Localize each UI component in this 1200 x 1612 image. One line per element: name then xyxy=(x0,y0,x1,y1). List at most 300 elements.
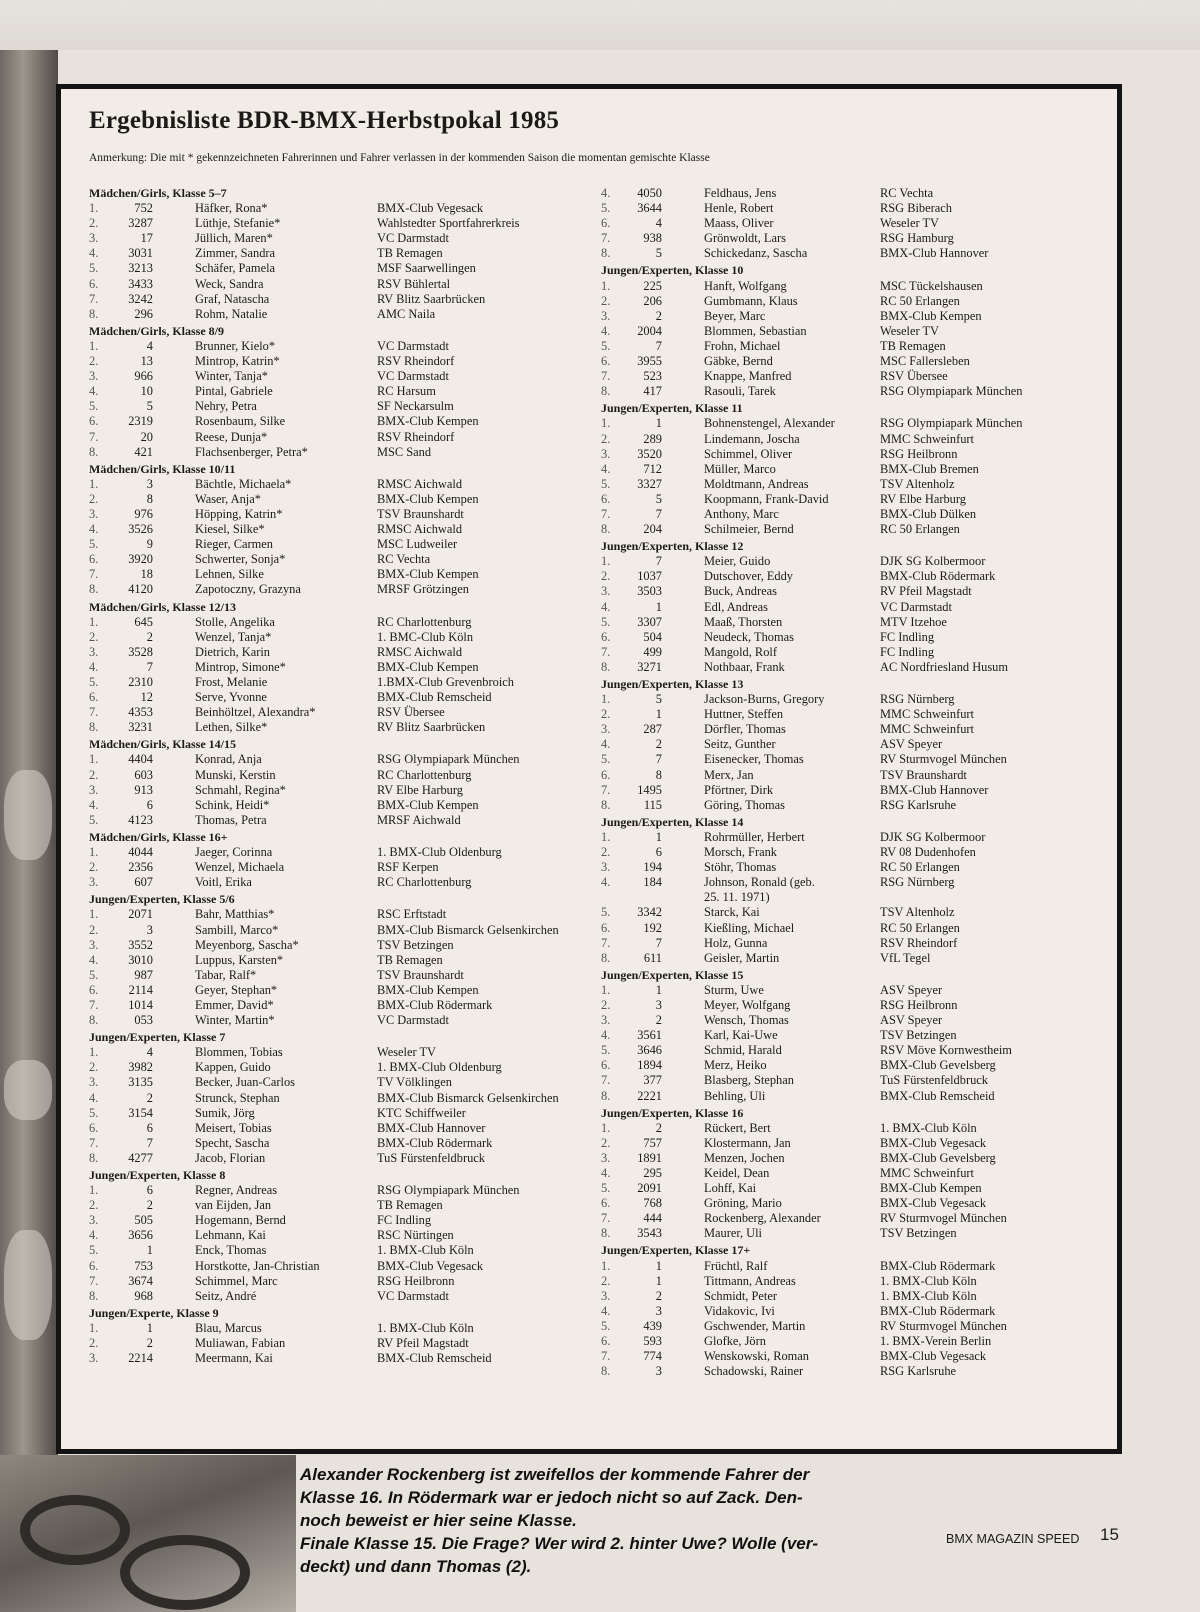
rank: 1. xyxy=(89,907,99,922)
rider-name: Lohff, Kai xyxy=(704,1181,757,1196)
result-row xyxy=(601,1181,1111,1196)
rank: 5. xyxy=(601,1043,611,1058)
rider-name: Gröning, Mario xyxy=(704,1196,782,1211)
rank: 6. xyxy=(89,1120,99,1135)
club-name: MSC Sand xyxy=(377,444,432,459)
start-number: 6 xyxy=(146,1183,153,1198)
rank: 2. xyxy=(89,767,99,782)
result-row xyxy=(601,905,1111,920)
result-row xyxy=(89,261,609,276)
result-row xyxy=(601,447,1111,462)
result-row xyxy=(601,1349,1111,1364)
start-number: 6 xyxy=(655,845,662,860)
start-number: 7 xyxy=(655,554,662,569)
rider-name: Flachsenberger, Petra* xyxy=(195,444,308,459)
rider-name: Weck, Sandra xyxy=(195,276,264,291)
rider-name: Reese, Dunja* xyxy=(195,429,268,444)
result-row xyxy=(89,1013,609,1028)
club-name: ASV Speyer xyxy=(880,982,943,997)
club-name: BMX-Club Vegesack xyxy=(880,1196,987,1211)
rank: 8. xyxy=(601,797,611,812)
rank: 2. xyxy=(601,431,611,446)
rank: 4. xyxy=(601,875,611,890)
rider-name: Geyer, Stephan* xyxy=(195,982,278,997)
rank: 1. xyxy=(601,829,611,844)
rider-name: Munski, Kerstin xyxy=(195,767,276,782)
result-row xyxy=(89,414,609,429)
club-name: BMX-Club Rödermark xyxy=(880,569,996,584)
rider-name: Seitz, André xyxy=(195,1288,257,1303)
start-number: 1 xyxy=(146,1243,153,1258)
rider-name: Rockenberg, Alexander xyxy=(704,1211,821,1226)
rank: 5. xyxy=(89,1243,99,1258)
result-row xyxy=(89,968,609,983)
result-row xyxy=(601,569,1111,584)
result-row xyxy=(601,830,1111,845)
rank: 8. xyxy=(601,950,611,965)
result-row xyxy=(601,890,1111,905)
club-name: RMSC Aichwald xyxy=(377,476,463,491)
rank: 4. xyxy=(89,659,99,674)
start-number: 4120 xyxy=(128,582,153,597)
result-row xyxy=(601,246,1111,261)
result-row xyxy=(89,1106,609,1121)
club-name: RSG Karlsruhe xyxy=(880,1364,957,1379)
start-number: 3920 xyxy=(128,552,153,567)
rank: 6. xyxy=(601,1334,611,1349)
rider-name: Schilmeier, Bernd xyxy=(704,522,794,537)
start-number: 1037 xyxy=(637,569,662,584)
result-row xyxy=(601,1136,1111,1151)
result-row xyxy=(601,554,1111,569)
rider-name: Jackson-Burns, Gregory xyxy=(704,692,825,707)
start-number: 2091 xyxy=(637,1181,662,1196)
club-name: 1. BMX-Club Oldenburg xyxy=(377,845,502,860)
start-number: 2 xyxy=(655,1013,662,1028)
start-number: 3231 xyxy=(128,720,153,735)
club-name: Weseler TV xyxy=(880,323,939,338)
start-number: 20 xyxy=(140,429,153,444)
rider-name: Bahr, Matthias* xyxy=(195,907,275,922)
rider-name: Geisler, Martin xyxy=(704,950,780,965)
start-number: 194 xyxy=(643,860,662,875)
start-number: 1495 xyxy=(637,782,662,797)
result-row xyxy=(89,950,611,968)
club-name: BMX-Club Rödermark xyxy=(377,997,493,1012)
club-name: RV Elbe Harburg xyxy=(880,491,966,506)
club-name: BMX-Club Hannover xyxy=(880,246,989,261)
start-number: 2 xyxy=(146,629,153,644)
rider-name: Sturm, Uwe xyxy=(704,982,764,997)
club-name: BMX-Club Kempen xyxy=(377,491,479,506)
start-number: 3503 xyxy=(637,584,662,599)
start-number: 3213 xyxy=(128,261,153,276)
result-row xyxy=(601,1226,1111,1241)
start-number: 5 xyxy=(655,246,662,261)
rider-name: Beinhöltzel, Alexandra* xyxy=(195,705,316,720)
start-number: 1 xyxy=(146,1320,153,1335)
rank: 5. xyxy=(89,812,99,827)
start-number: 1 xyxy=(655,707,662,722)
club-name: RV Elbe Harburg xyxy=(377,782,463,797)
class-heading: Mädchen/Girls, Klasse 5–7 xyxy=(89,186,227,200)
club-name: RSG Nürnberg xyxy=(880,692,955,707)
rank: 5. xyxy=(601,1181,611,1196)
start-number: 499 xyxy=(643,644,662,659)
start-number: 6 xyxy=(146,797,153,812)
rider-name: Maaß, Thorsten xyxy=(704,614,783,629)
start-number: 287 xyxy=(643,722,662,737)
start-number: 966 xyxy=(134,369,153,384)
result-row xyxy=(601,1274,1111,1289)
rank: 4. xyxy=(601,186,611,200)
club-name: BMX-Club Kempen xyxy=(880,1181,982,1196)
rank: 2. xyxy=(89,1336,99,1351)
class-heading: Mädchen/Girls, Klasse 16+ xyxy=(89,829,228,844)
class-heading: Jungen/Experten, Klasse 14 xyxy=(601,814,744,829)
rank: 8. xyxy=(601,659,611,674)
rank: 3. xyxy=(89,875,99,890)
rank: 8. xyxy=(89,1150,99,1165)
start-number: 3 xyxy=(655,1364,662,1379)
rider-name: Meyenborg, Sascha* xyxy=(195,937,299,952)
class-heading: Jungen/Experten, Klasse 7 xyxy=(89,1030,226,1045)
start-number: 2071 xyxy=(128,907,153,922)
rider-name: Schmidt, Peter xyxy=(704,1288,777,1303)
rider-name: Zimmer, Sandra xyxy=(195,246,276,261)
rank: 3. xyxy=(601,1288,611,1303)
club-name: BMX-Club Vegesack xyxy=(880,1135,987,1150)
page-top-margin xyxy=(0,0,1200,50)
result-row xyxy=(601,1211,1111,1226)
result-row xyxy=(601,384,1111,399)
class-heading: Jungen/Experte, Klasse 9 xyxy=(89,1305,219,1320)
club-name: RC 50 Erlangen xyxy=(880,522,960,537)
start-number: 1 xyxy=(655,416,662,431)
rank: 8. xyxy=(89,582,99,597)
start-number: 439 xyxy=(643,1318,662,1333)
rider-name: Schmahl, Regina* xyxy=(195,782,286,797)
class-heading: Jungen/Experten, Klasse 17+ xyxy=(601,1243,751,1258)
rider-name: Rohm, Natalie xyxy=(195,306,268,321)
result-row xyxy=(89,1151,609,1166)
start-number: 9 xyxy=(146,537,153,552)
rider-name: Blasberg, Stephan xyxy=(704,1073,794,1088)
start-number: 2 xyxy=(655,308,662,323)
rank: 2. xyxy=(601,845,611,860)
class-heading: Jungen/Experten, Klasse 15 xyxy=(601,967,744,982)
start-number: 3 xyxy=(146,922,153,937)
rider-name: Schäfer, Pamela xyxy=(195,261,276,276)
club-name: RV Sturmvogel München xyxy=(880,752,1007,767)
start-number: 10 xyxy=(140,384,153,399)
rank: 1. xyxy=(601,416,611,431)
result-row xyxy=(601,936,1111,951)
club-name: RV 08 Dudenhofen xyxy=(880,845,976,860)
result-row xyxy=(89,615,609,630)
result-row xyxy=(89,813,609,828)
club-name: FC Indling xyxy=(377,1213,432,1228)
club-name: TuS Fürstenfeldbruck xyxy=(880,1073,988,1088)
club-name: BMX-Club Kempen xyxy=(377,659,479,674)
rank: 6. xyxy=(89,690,99,705)
club-name: BMX-Club Rödermark xyxy=(880,1303,996,1318)
club-name: AC Nordfriesland Husum xyxy=(880,659,1009,674)
start-number: 768 xyxy=(643,1196,662,1211)
photo-caption xyxy=(300,1463,920,1578)
rank: 5. xyxy=(601,614,611,629)
start-number: 2 xyxy=(655,737,662,752)
rank: 8. xyxy=(601,1364,611,1379)
rank: 1. xyxy=(89,201,99,216)
rider-name: Lehnen, Silke xyxy=(195,567,264,582)
start-number: 5 xyxy=(146,399,153,414)
club-name: BMX-Club Vegesack xyxy=(377,201,484,216)
club-name: RSV Rheindorf xyxy=(377,354,455,369)
rank: 3. xyxy=(89,369,99,384)
rank: 1. xyxy=(601,692,611,707)
club-name: MSC Ludweiler xyxy=(377,537,458,552)
rider-name: Schickedanz, Sascha xyxy=(704,246,808,261)
rider-name: Gäbke, Bernd xyxy=(704,354,773,369)
rank: 3. xyxy=(89,506,99,521)
rider-name: Glofke, Jörn xyxy=(704,1334,766,1349)
club-name: MSF Saarwellingen xyxy=(377,261,476,276)
result-row xyxy=(601,1364,1111,1379)
club-name: BMX-Club Remscheid xyxy=(880,1088,995,1103)
start-number: 753 xyxy=(134,1258,153,1273)
result-row xyxy=(601,1166,1111,1181)
rank: 2. xyxy=(89,1060,99,1075)
start-number: 1891 xyxy=(637,1150,662,1165)
start-number: 3543 xyxy=(637,1226,662,1241)
class-heading: Jungen/Experten, Klasse 12 xyxy=(601,539,744,554)
rider-name: Edl, Andreas xyxy=(704,599,769,614)
result-row xyxy=(89,705,609,720)
rider-name: Lehmann, Kai xyxy=(195,1228,266,1243)
rider-name: Rosenbaum, Silke xyxy=(195,414,286,429)
result-row xyxy=(89,1243,609,1258)
rider-name: Winter, Tanja* xyxy=(195,369,268,384)
club-name: TuS Fürstenfeldbruck xyxy=(377,1150,485,1165)
start-number: 417 xyxy=(643,384,662,399)
rider-name: Winter, Martin* xyxy=(195,1013,275,1028)
result-row xyxy=(89,537,609,552)
club-name: TSV Betzingen xyxy=(880,1226,957,1241)
result-row xyxy=(601,492,1111,507)
result-row xyxy=(601,1151,1111,1166)
result-row xyxy=(601,1028,1111,1043)
rank: 2. xyxy=(89,491,99,506)
club-name: Weseler TV xyxy=(377,1045,436,1060)
start-number: 4 xyxy=(146,338,153,353)
rank: 8. xyxy=(601,522,611,537)
rider-name: Schmid, Harald xyxy=(704,1043,782,1058)
start-number: 3 xyxy=(655,1303,662,1318)
club-name: VC Darmstadt xyxy=(377,338,449,353)
start-number: 712 xyxy=(643,461,662,476)
club-name: BMX-Club Rödermark xyxy=(377,1135,493,1150)
result-row xyxy=(601,983,1111,998)
rider-name: Zapotoczny, Grazyna xyxy=(195,582,301,597)
rider-name: Strunck, Stephan xyxy=(195,1090,280,1105)
result-row xyxy=(89,492,609,507)
club-name: RSV Möve Kornwestheim xyxy=(880,1043,1012,1058)
club-name: RC Charlottenburg xyxy=(377,614,472,629)
result-row xyxy=(89,1213,609,1228)
start-number: 2 xyxy=(146,1198,153,1213)
result-row xyxy=(601,845,1111,860)
rider-name: Sambill, Marco* xyxy=(195,922,279,937)
club-name: RV Pfeil Magstadt xyxy=(377,1336,469,1351)
rider-name: Rückert, Bert xyxy=(704,1120,771,1135)
photo-edge-left xyxy=(0,50,58,1612)
rider-name: Rohrmüller, Herbert xyxy=(704,829,805,844)
rank: 3. xyxy=(89,1351,99,1366)
result-row xyxy=(601,339,1111,354)
rank: 8. xyxy=(89,720,99,735)
start-number: 18 xyxy=(140,567,153,582)
rank: 1. xyxy=(89,1183,99,1198)
result-row xyxy=(89,1318,611,1336)
club-name: MRSF Aichwald xyxy=(377,812,461,827)
class-heading: Jungen/Experten, Klasse 13 xyxy=(601,677,744,691)
result-row xyxy=(89,246,609,261)
rank: 1. xyxy=(89,1320,99,1335)
start-number: 2319 xyxy=(128,414,153,429)
club-name: 1. BMX-Club Köln xyxy=(880,1273,977,1288)
start-number: 1894 xyxy=(637,1058,662,1073)
club-name: BMX-Club Rödermark xyxy=(880,1258,996,1273)
rider-name: Vidakovic, Ivi xyxy=(704,1303,775,1318)
result-row xyxy=(601,600,1111,615)
rider-name: Höpping, Katrin* xyxy=(195,506,283,521)
rank: 1. xyxy=(89,752,99,767)
rider-name: Klostermann, Jan xyxy=(704,1135,791,1150)
rank: 5. xyxy=(89,399,99,414)
result-row xyxy=(601,584,1111,599)
start-number: 3287 xyxy=(128,216,153,231)
rider-name: Blommen, Sebastian xyxy=(704,323,807,338)
rank: 7. xyxy=(601,1073,611,1088)
result-row xyxy=(89,875,609,890)
rider-name: Karl, Kai-Uwe xyxy=(704,1028,778,1043)
rider-name: Menzen, Jochen xyxy=(704,1150,785,1165)
start-number: 184 xyxy=(643,875,662,890)
club-name: BMX-Club Bismarck Gelsenkirchen xyxy=(377,1090,559,1105)
club-name: RC 50 Erlangen xyxy=(880,920,960,935)
result-row xyxy=(601,369,1111,384)
rank: 3. xyxy=(601,1013,611,1028)
rank: 6. xyxy=(601,1058,611,1073)
start-number: 3955 xyxy=(637,354,662,369)
rank: 3. xyxy=(601,860,611,875)
rider-name: Pförtner, Dirk xyxy=(704,782,774,797)
rank: 4. xyxy=(89,384,99,399)
result-row xyxy=(601,201,1111,216)
start-number: 757 xyxy=(643,1135,662,1150)
club-name: TB Remagen xyxy=(377,952,443,967)
start-number: 225 xyxy=(643,278,662,293)
rider-name: Dietrich, Karin xyxy=(195,644,271,659)
result-row xyxy=(601,354,1111,369)
rider-name: Pintal, Gabriele xyxy=(195,384,273,399)
rank: 8. xyxy=(601,384,611,399)
result-row xyxy=(601,768,1111,783)
club-name: FC Indling xyxy=(880,644,935,659)
rank: 6. xyxy=(601,1196,611,1211)
rider-name: Konrad, Anja xyxy=(195,752,262,767)
rider-name: Schink, Heidi* xyxy=(195,797,270,812)
result-row xyxy=(89,798,609,813)
rider-name: Jacob, Florian xyxy=(195,1150,266,1165)
start-number: 3271 xyxy=(637,659,662,674)
club-name: 1. BMX-Club Köln xyxy=(880,1120,977,1135)
club-name: ASV Speyer xyxy=(880,1013,943,1028)
club-name: RSF Kerpen xyxy=(377,860,439,875)
club-name: 1. BMX-Club Oldenburg xyxy=(377,1060,502,1075)
rank: 6. xyxy=(89,414,99,429)
rank: 8. xyxy=(89,306,99,321)
rank: 1. xyxy=(601,982,611,997)
rank: 4. xyxy=(601,599,611,614)
rider-name: Kappen, Guido xyxy=(195,1060,271,1075)
result-row xyxy=(89,1045,609,1060)
club-name: TB Remagen xyxy=(377,1198,443,1213)
rider-name: Huttner, Steffen xyxy=(704,707,784,722)
rank: 3. xyxy=(601,1150,611,1165)
rider-name: Wenzel, Tanja* xyxy=(195,629,272,644)
rider-name: Hanft, Wolfgang xyxy=(704,278,787,293)
club-name: TB Remagen xyxy=(377,246,443,261)
rank: 4. xyxy=(601,1166,611,1180)
start-number: 7 xyxy=(146,1135,153,1150)
start-number: 204 xyxy=(643,522,662,537)
page-title: Ergebnisliste BDR-BMX-Herbstpokal 1985 xyxy=(89,107,560,134)
rider-name: Stöhr, Thomas xyxy=(704,860,777,875)
rider-name: Wenzel, Michaela xyxy=(195,860,285,875)
result-row xyxy=(601,722,1111,737)
start-number: 3656 xyxy=(128,1228,153,1243)
club-name: RC Vechta xyxy=(377,552,431,567)
start-number: 4 xyxy=(655,216,662,231)
club-name: RV Pfeil Magstadt xyxy=(880,584,972,599)
rider-name: Müller, Marco xyxy=(704,461,776,476)
club-name: RSV Rheindorf xyxy=(377,429,455,444)
club-name: BMX-Club Kempen xyxy=(377,982,479,997)
club-name: RC Harsum xyxy=(377,384,436,399)
rider-name: Lüthje, Stefanie* xyxy=(195,216,281,231)
rank: 2. xyxy=(601,1135,611,1150)
rider-name: Meermann, Kai xyxy=(195,1351,273,1366)
club-name: VC Darmstadt xyxy=(377,231,449,246)
rider-name: Keidel, Dean xyxy=(704,1166,770,1180)
rider-name: Koopmann, Frank-David xyxy=(704,491,829,506)
start-number: 5 xyxy=(655,692,662,707)
rank: 2. xyxy=(89,354,99,369)
rider-name: Holz, Gunna xyxy=(704,935,768,950)
rider-name: 25. 11. 1971) xyxy=(704,890,770,905)
rank: 8. xyxy=(89,1013,99,1028)
rider-name: Dutschover, Eddy xyxy=(704,569,793,584)
rank: 2. xyxy=(89,860,99,875)
result-row xyxy=(601,462,1111,477)
club-name: BMX-Club Bremen xyxy=(880,461,979,476)
rider-name: Schimmel, Marc xyxy=(195,1273,278,1288)
rank: 7. xyxy=(601,935,611,950)
club-name: MTV Itzehoe xyxy=(880,614,947,629)
rank: 1. xyxy=(89,845,99,860)
